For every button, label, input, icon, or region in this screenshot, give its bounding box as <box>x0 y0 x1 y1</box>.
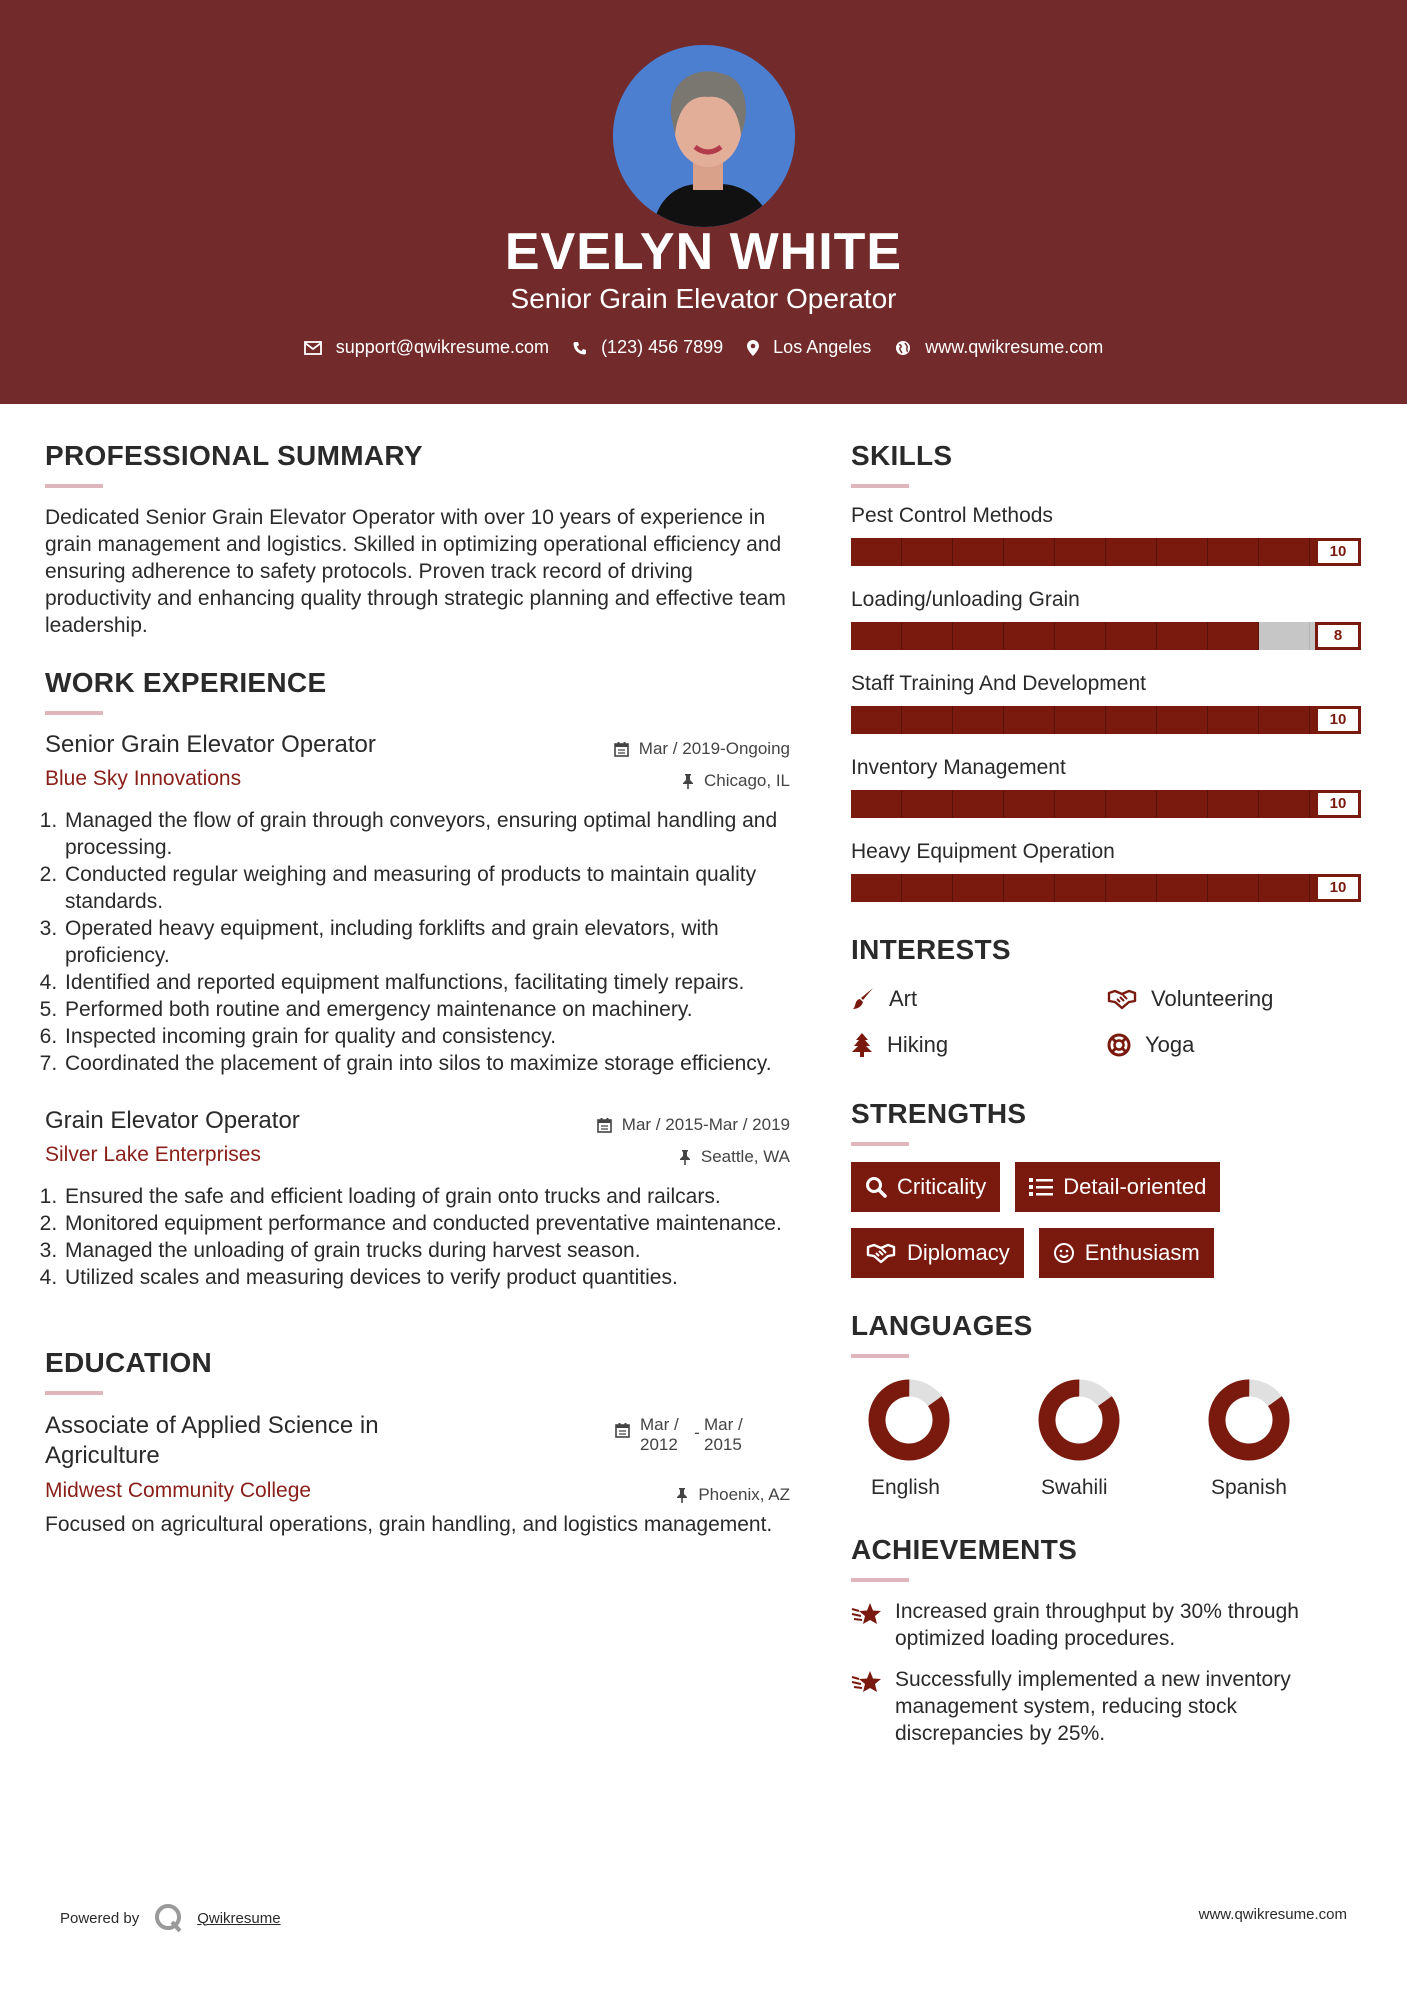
contact-bar <box>0 337 1407 358</box>
heading-divider <box>45 1391 103 1395</box>
language-name: Spanish <box>1211 1476 1287 1499</box>
skills-heading: SKILLS <box>851 440 953 471</box>
heading-divider <box>45 484 103 488</box>
job-location <box>679 1147 790 1167</box>
job-entry <box>45 1107 790 1291</box>
interest-item <box>851 1032 1107 1058</box>
company-name: Blue Sky Innovations <box>45 767 242 790</box>
languages-list <box>851 1378 1363 1500</box>
strengths-list <box>851 1162 1363 1294</box>
phone-text: (123) 456 7899 <box>601 337 724 357</box>
email-text: support@qwikresume.com <box>335 337 550 357</box>
contact-phone[interactable] <box>573 337 723 358</box>
achievement-item <box>851 1598 1363 1652</box>
job-entry <box>45 731 790 1077</box>
heading-divider <box>851 1578 909 1582</box>
qwikresume-logo-icon <box>153 1902 185 1934</box>
duty-item: 2. Monitored equipment performance and conducted preventative maintenance. <box>63 1210 790 1237</box>
interest-item <box>1107 986 1363 1012</box>
job-location-text: Chicago, IL <box>704 771 790 790</box>
strength-badge <box>851 1228 1024 1278</box>
education-location-text: Phoenix, AZ <box>698 1485 790 1504</box>
job-dates-text: Mar / 2019-Ongoing <box>638 739 790 758</box>
duty-item: 4. Identified and reported equipment malfunctions, facilitating timely repairs. <box>63 969 790 996</box>
skill-segment-filled <box>953 622 1004 650</box>
contact-website[interactable] <box>895 337 1103 358</box>
education-entry <box>45 1411 790 1538</box>
skill-segment-filled <box>902 874 953 902</box>
job-dates-text: Mar / 2015-Mar / 2019 <box>621 1115 790 1134</box>
handshake-icon <box>1107 988 1137 1010</box>
skill-score: 10 <box>1315 874 1361 902</box>
strength-label: Criticality <box>897 1174 987 1199</box>
job-location <box>682 771 790 791</box>
skill-bar <box>851 874 1361 902</box>
resume-header <box>0 0 1407 404</box>
skill-name: Heavy Equipment Operation <box>851 840 1115 863</box>
skill-segment-filled <box>1106 706 1157 734</box>
tree-icon <box>851 1033 873 1057</box>
globe-icon <box>895 340 911 356</box>
skill-segment-filled <box>1055 538 1106 566</box>
achievement-text: Increased grain throughput by 30% through optimized loading procedures. <box>895 1600 1299 1650</box>
education-start: Mar / 2012 <box>640 1415 679 1454</box>
duty-item: 6. Inspected incoming grain for quality and consistency. <box>63 1023 790 1050</box>
heading-divider <box>851 484 909 488</box>
skill-name: Pest Control Methods <box>851 504 1053 527</box>
skill-segment-filled <box>851 790 902 818</box>
skill-segment-filled <box>1106 538 1157 566</box>
portrait-image <box>613 45 795 227</box>
education-dates <box>615 1415 790 1455</box>
skill-segment-filled <box>953 538 1004 566</box>
skill-segment-filled <box>851 622 902 650</box>
school-name: Midwest Community College <box>45 1479 312 1502</box>
language-item <box>1021 1378 1191 1500</box>
skill-segment-filled <box>1259 538 1310 566</box>
list-icon <box>1029 1177 1053 1197</box>
duty-item: 7. Coordinated the placement of grain into silos to maximize storage efficiency. <box>63 1050 790 1077</box>
skill-segment-filled <box>1004 538 1055 566</box>
skill-segment-filled <box>953 874 1004 902</box>
skill-item <box>851 504 1363 566</box>
skills-list <box>851 504 1363 902</box>
phone-icon <box>573 341 587 355</box>
strength-badge <box>851 1162 1000 1212</box>
skill-segment-filled <box>902 538 953 566</box>
education-heading: EDUCATION <box>45 1347 213 1378</box>
company-name: Silver Lake Enterprises <box>45 1143 261 1166</box>
job-title: Senior Grain Elevator Operator <box>45 731 376 758</box>
language-level-arc <box>1037 1378 1121 1462</box>
skill-bar <box>851 790 1361 818</box>
skill-score: 10 <box>1315 706 1361 734</box>
contact-location <box>747 337 871 358</box>
language-name: Swahili <box>1041 1476 1108 1499</box>
pushpin-icon <box>682 774 694 789</box>
skill-segment-filled <box>902 622 953 650</box>
powered-by-text: Powered by <box>60 1909 140 1927</box>
skill-segment-filled <box>1106 622 1157 650</box>
skill-item <box>851 672 1363 734</box>
strength-badge <box>1039 1228 1214 1278</box>
skill-segment-filled <box>1157 622 1208 650</box>
summary-text: Dedicated Senior Grain Elevator Operator with over 10 years of experience in grain management and logistics. Skilled in optimizing operational efficiency and ensuring adherence to safety protocols. Proven track record of driving productivity and enhancing quality through strategic planning and effective team leadership. <box>45 506 786 637</box>
skill-segment-filled <box>1259 874 1310 902</box>
skill-bar <box>851 538 1361 566</box>
candidate-role: Senior Grain Elevator Operator <box>510 283 897 314</box>
skill-segment-filled <box>1208 538 1259 566</box>
summary-heading: PROFESSIONAL SUMMARY <box>45 440 423 471</box>
calendar-icon <box>615 1423 630 1438</box>
skill-segment-filled <box>1004 790 1055 818</box>
skill-segment-empty <box>1259 622 1310 650</box>
strength-label: Enthusiasm <box>1084 1240 1200 1265</box>
envelope-icon <box>304 341 322 355</box>
skill-segment-filled <box>1259 790 1310 818</box>
right-column <box>851 440 1363 1761</box>
skill-segment-filled <box>902 790 953 818</box>
duty-item: 1. Ensured the safe and efficient loading of grain onto trucks and railcars. <box>63 1183 790 1210</box>
footer-branding <box>60 1902 281 1934</box>
skill-score: 10 <box>1315 538 1361 566</box>
map-pin-icon <box>747 340 759 356</box>
skill-segment-filled <box>1004 706 1055 734</box>
interest-label: Hiking <box>887 1032 949 1057</box>
heading-divider <box>851 1142 909 1146</box>
skill-segment-filled <box>1157 538 1208 566</box>
duty-item: 3. Operated heavy equipment, including forklifts and grain elevators, with proficiency. <box>63 915 790 969</box>
skill-segment-filled <box>953 706 1004 734</box>
duty-item: 1. Managed the flow of grain through conveyors, ensuring optimal handling and processing. <box>63 807 790 861</box>
date-separator: - <box>694 1423 700 1442</box>
skill-segment-filled <box>1157 706 1208 734</box>
education-description: Focused on agricultural operations, grain handling, and logistics management. <box>45 1513 773 1536</box>
contact-email[interactable] <box>304 337 549 358</box>
skill-segment-filled <box>851 706 902 734</box>
language-level-arc <box>1207 1378 1291 1462</box>
skill-segment-filled <box>1208 874 1259 902</box>
interest-item <box>1107 1032 1363 1058</box>
interests-list <box>851 986 1363 1058</box>
strength-badge <box>1015 1162 1220 1212</box>
strength-label: Detail-oriented <box>1063 1174 1207 1199</box>
heading-divider <box>45 711 103 715</box>
calendar-icon <box>614 742 629 757</box>
job-dates <box>614 739 790 759</box>
language-item <box>1191 1378 1361 1500</box>
language-level-arc <box>867 1378 951 1462</box>
language-level-ring <box>1207 1378 1291 1462</box>
education-end: Mar / 2015 <box>704 1415 743 1454</box>
smile-icon <box>1053 1242 1075 1264</box>
strength-label: Diplomacy <box>907 1240 1010 1265</box>
website-text: www.qwikresume.com <box>925 337 1104 357</box>
interest-item <box>851 986 1107 1012</box>
candidate-name: EVELYN WHITE <box>504 223 903 281</box>
achievement-item <box>851 1666 1363 1747</box>
pushpin-icon <box>679 1150 691 1165</box>
duty-item: 4. Utilized scales and measuring devices to verify product quantities. <box>63 1264 790 1291</box>
skill-segment-filled <box>902 706 953 734</box>
skill-segment-filled <box>1106 874 1157 902</box>
skill-segment-filled <box>953 790 1004 818</box>
skill-score: 10 <box>1315 790 1361 818</box>
skill-segment-filled <box>1106 790 1157 818</box>
skill-item <box>851 756 1363 818</box>
interests-heading: INTERESTS <box>851 934 1011 965</box>
skill-bar <box>851 706 1361 734</box>
skill-segment-filled <box>1004 874 1055 902</box>
pushpin-icon <box>676 1488 688 1503</box>
interest-label: Art <box>889 986 918 1011</box>
language-name: English <box>871 1476 940 1499</box>
skill-segment-filled <box>1055 706 1106 734</box>
languages-heading: LANGUAGES <box>851 1310 1033 1341</box>
skill-segment-filled <box>1208 622 1259 650</box>
skill-segment-filled <box>851 874 902 902</box>
language-level-ring <box>867 1378 951 1462</box>
skill-name: Staff Training And Development <box>851 672 1146 695</box>
skill-bar <box>851 622 1361 650</box>
qwikresume-link[interactable]: Qwikresume <box>197 1909 281 1927</box>
skill-segment-filled <box>1055 790 1106 818</box>
language-item <box>851 1378 1021 1500</box>
language-level-ring <box>1037 1378 1121 1462</box>
interest-label: Yoga <box>1145 1032 1195 1057</box>
footer-website[interactable]: www.qwikresume.com <box>1198 1906 1347 1923</box>
shooting-star-icon <box>851 1601 883 1627</box>
left-column <box>45 440 790 1538</box>
degree-title: Associate of Applied Science in Agriculture <box>45 1412 379 1469</box>
skill-segment-filled <box>1208 706 1259 734</box>
strengths-heading: STRENGTHS <box>851 1098 1027 1129</box>
job-location-text: Seattle, WA <box>700 1147 790 1166</box>
shooting-star-icon <box>851 1669 883 1695</box>
location-text: Los Angeles <box>773 337 872 357</box>
skill-segment-filled <box>1055 874 1106 902</box>
duty-item: 5. Performed both routine and emergency maintenance on machinery. <box>63 996 790 1023</box>
job-title: Grain Elevator Operator <box>45 1107 300 1134</box>
skill-segment-filled <box>851 538 902 566</box>
duty-item: 2. Conducted regular weighing and measuring of products to maintain quality standards. <box>63 861 790 915</box>
skill-name: Loading/unloading Grain <box>851 588 1080 611</box>
skill-name: Inventory Management <box>851 756 1066 779</box>
profile-photo <box>613 45 795 227</box>
duty-item: 3. Managed the unloading of grain trucks during harvest season. <box>63 1237 790 1264</box>
skill-segment-filled <box>1004 622 1055 650</box>
skill-segment-filled <box>1259 706 1310 734</box>
education-location <box>676 1485 790 1505</box>
skill-segment-filled <box>1157 874 1208 902</box>
calendar-icon <box>597 1118 612 1133</box>
skill-segment-filled <box>1208 790 1259 818</box>
skill-score: 8 <box>1315 622 1361 650</box>
skill-item <box>851 588 1363 650</box>
job-duties <box>45 807 790 1077</box>
heading-divider <box>851 1354 909 1358</box>
skill-item <box>851 840 1363 902</box>
achievement-text: Successfully implemented a new inventory management system, reducing stock discrepancies by 25%. <box>895 1668 1291 1745</box>
interest-label: Volunteering <box>1151 986 1274 1011</box>
search-icon <box>865 1176 887 1198</box>
handshake-icon <box>865 1242 897 1264</box>
skill-segment-filled <box>1055 622 1106 650</box>
paintbrush-icon <box>851 987 875 1011</box>
job-dates <box>597 1115 790 1135</box>
achievements-list <box>851 1598 1363 1747</box>
skill-segment-filled <box>1157 790 1208 818</box>
lifering-icon <box>1107 1033 1131 1057</box>
achievements-heading: ACHIEVEMENTS <box>851 1534 1078 1565</box>
experience-heading: WORK EXPERIENCE <box>45 667 327 698</box>
job-duties <box>45 1183 790 1291</box>
